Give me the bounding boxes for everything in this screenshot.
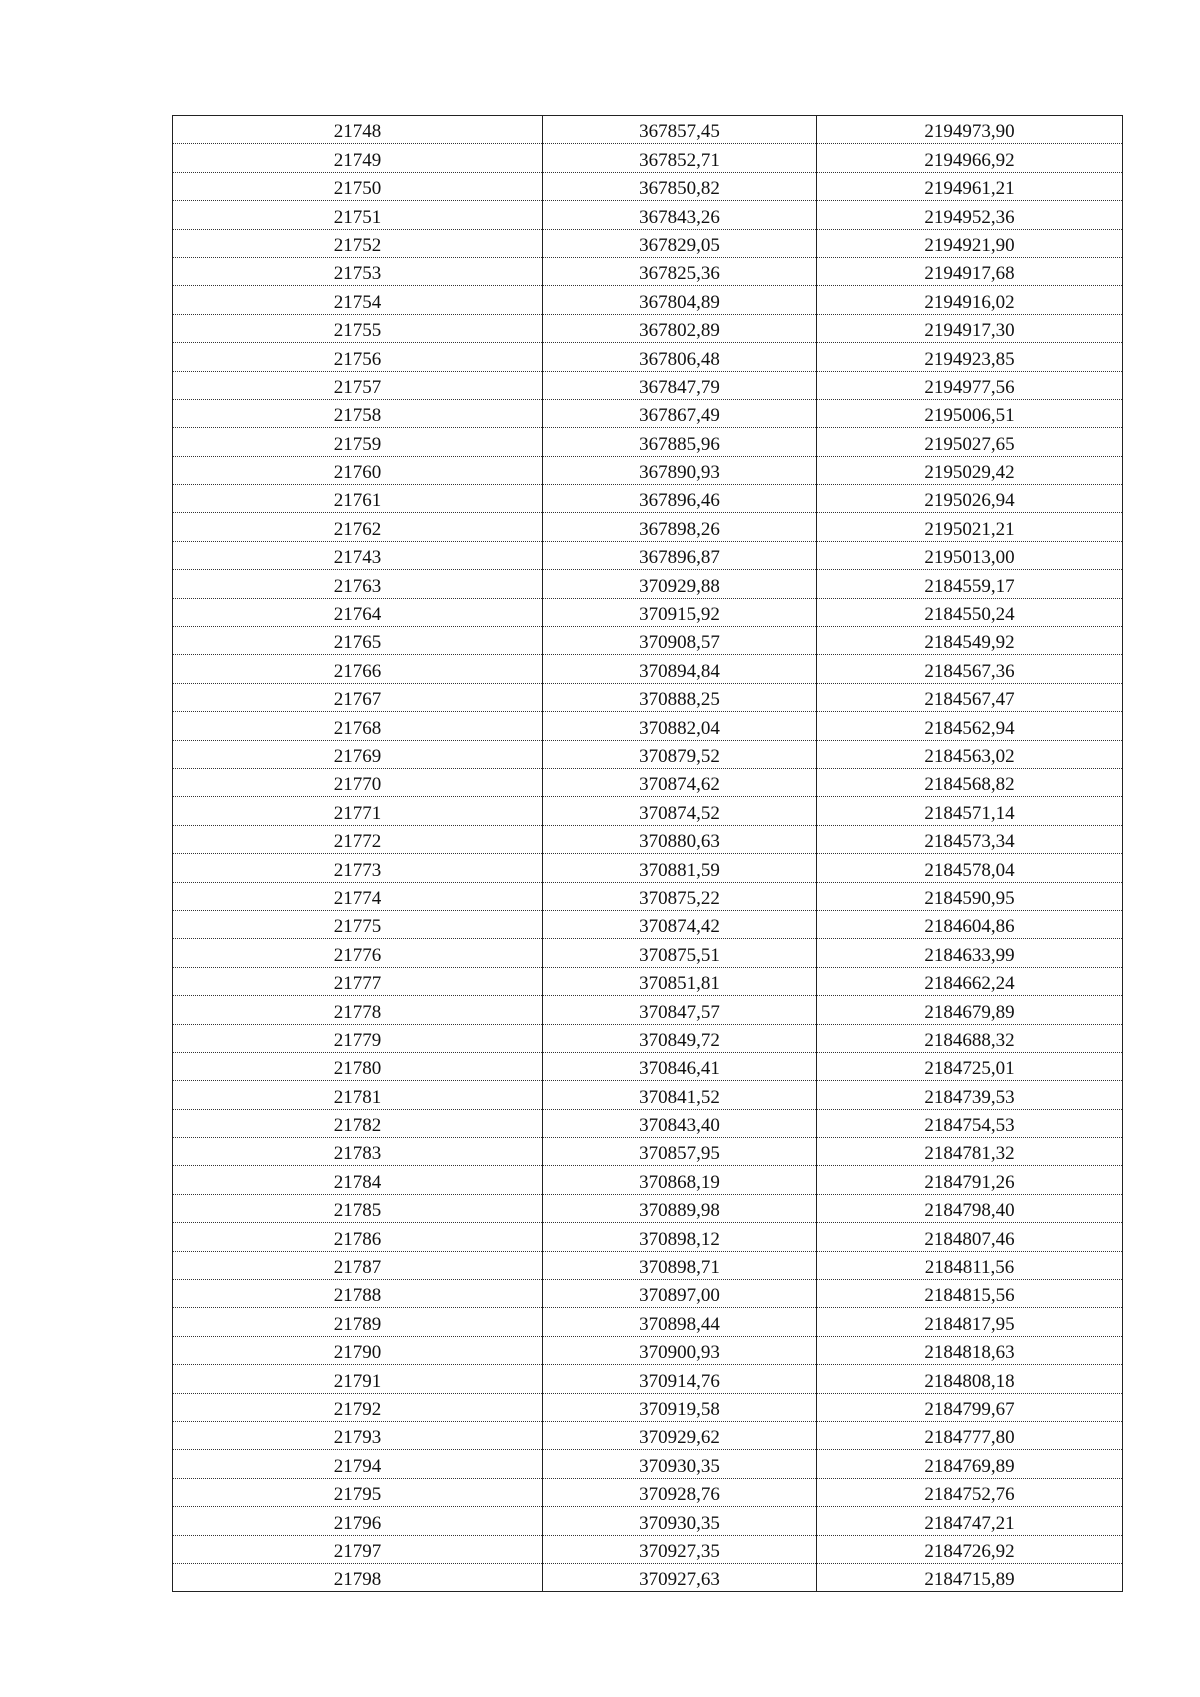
- table-row: [173, 740, 1123, 768]
- y-coordinate-cell: 2184769,89: [817, 1450, 1123, 1478]
- point-number-cell: 21762: [173, 513, 543, 541]
- point-number-cell: 21758: [173, 399, 543, 427]
- point-number-cell: 21786: [173, 1223, 543, 1251]
- x-coordinate-cell: 370874,42: [543, 910, 817, 938]
- point-number-cell: 21778: [173, 996, 543, 1024]
- point-number-cell: 21779: [173, 1024, 543, 1052]
- point-number-cell: 21754: [173, 286, 543, 314]
- table-row: [173, 116, 1123, 144]
- y-coordinate-cell: 2184791,26: [817, 1166, 1123, 1194]
- table-row: [173, 1535, 1123, 1563]
- x-coordinate-cell: 367802,89: [543, 314, 817, 342]
- point-number-cell: 21794: [173, 1450, 543, 1478]
- y-coordinate-cell: 2184752,76: [817, 1478, 1123, 1506]
- point-number-cell: 21791: [173, 1365, 543, 1393]
- x-coordinate-cell: 370898,71: [543, 1251, 817, 1279]
- table-row: [173, 996, 1123, 1024]
- point-number-cell: 21764: [173, 598, 543, 626]
- table-row: [173, 1421, 1123, 1449]
- table-row: [173, 825, 1123, 853]
- x-coordinate-cell: 367843,26: [543, 201, 817, 229]
- table-row: [173, 144, 1123, 172]
- point-number-cell: 21763: [173, 570, 543, 598]
- x-coordinate-cell: 370847,57: [543, 996, 817, 1024]
- y-coordinate-cell: 2184567,47: [817, 683, 1123, 711]
- point-number-cell: 21759: [173, 428, 543, 456]
- x-coordinate-cell: 370894,84: [543, 655, 817, 683]
- y-coordinate-cell: 2194917,30: [817, 314, 1123, 342]
- x-coordinate-cell: 367885,96: [543, 428, 817, 456]
- table-row: [173, 655, 1123, 683]
- y-coordinate-cell: 2184559,17: [817, 570, 1123, 598]
- x-coordinate-cell: 370841,52: [543, 1081, 817, 1109]
- table-row: [173, 768, 1123, 796]
- point-number-cell: 21775: [173, 910, 543, 938]
- table-row: [173, 1194, 1123, 1222]
- x-coordinate-cell: 370919,58: [543, 1393, 817, 1421]
- point-number-cell: 21769: [173, 740, 543, 768]
- y-coordinate-cell: 2194916,02: [817, 286, 1123, 314]
- table-row: [173, 1024, 1123, 1052]
- point-number-cell: 21772: [173, 825, 543, 853]
- y-coordinate-cell: 2184807,46: [817, 1223, 1123, 1251]
- y-coordinate-cell: 2184817,95: [817, 1308, 1123, 1336]
- y-coordinate-cell: 2184811,56: [817, 1251, 1123, 1279]
- x-coordinate-cell: 367847,79: [543, 371, 817, 399]
- x-coordinate-cell: 367857,45: [543, 116, 817, 144]
- table-row: [173, 456, 1123, 484]
- table-row: [173, 570, 1123, 598]
- point-number-cell: 21774: [173, 882, 543, 910]
- point-number-cell: 21755: [173, 314, 543, 342]
- y-coordinate-cell: 2184571,14: [817, 797, 1123, 825]
- y-coordinate-cell: 2194917,68: [817, 257, 1123, 285]
- x-coordinate-cell: 370927,35: [543, 1535, 817, 1563]
- point-number-cell: 21751: [173, 201, 543, 229]
- x-coordinate-cell: 370857,95: [543, 1138, 817, 1166]
- table-row: [173, 939, 1123, 967]
- y-coordinate-cell: 2195029,42: [817, 456, 1123, 484]
- y-coordinate-cell: 2184726,92: [817, 1535, 1123, 1563]
- table-row: [173, 712, 1123, 740]
- x-coordinate-cell: 370908,57: [543, 627, 817, 655]
- table-row: [173, 485, 1123, 513]
- y-coordinate-cell: 2184815,56: [817, 1280, 1123, 1308]
- x-coordinate-cell: 367898,26: [543, 513, 817, 541]
- table-row: [173, 967, 1123, 995]
- table-row: [173, 343, 1123, 371]
- point-number-cell: 21776: [173, 939, 543, 967]
- y-coordinate-cell: 2184754,53: [817, 1109, 1123, 1137]
- y-coordinate-cell: 2194966,92: [817, 144, 1123, 172]
- point-number-cell: 21750: [173, 172, 543, 200]
- point-number-cell: 21760: [173, 456, 543, 484]
- table-row: [173, 1336, 1123, 1364]
- y-coordinate-cell: 2184563,02: [817, 740, 1123, 768]
- table-row: [173, 882, 1123, 910]
- point-number-cell: 21753: [173, 257, 543, 285]
- y-coordinate-cell: 2194921,90: [817, 229, 1123, 257]
- point-number-cell: 21749: [173, 144, 543, 172]
- x-coordinate-cell: 367896,87: [543, 541, 817, 569]
- point-number-cell: 21748: [173, 116, 543, 144]
- y-coordinate-cell: 2184549,92: [817, 627, 1123, 655]
- point-number-cell: 21743: [173, 541, 543, 569]
- x-coordinate-cell: 367850,82: [543, 172, 817, 200]
- point-number-cell: 21784: [173, 1166, 543, 1194]
- y-coordinate-cell: 2195021,21: [817, 513, 1123, 541]
- y-coordinate-cell: 2194952,36: [817, 201, 1123, 229]
- y-coordinate-cell: 2184590,95: [817, 882, 1123, 910]
- table-row: [173, 627, 1123, 655]
- table-row: [173, 1393, 1123, 1421]
- y-coordinate-cell: 2184725,01: [817, 1052, 1123, 1080]
- x-coordinate-cell: 367829,05: [543, 229, 817, 257]
- x-coordinate-cell: 367804,89: [543, 286, 817, 314]
- y-coordinate-cell: 2195026,94: [817, 485, 1123, 513]
- y-coordinate-cell: 2184604,86: [817, 910, 1123, 938]
- x-coordinate-cell: 370889,98: [543, 1194, 817, 1222]
- x-coordinate-cell: 370927,63: [543, 1563, 817, 1591]
- table-row: [173, 1166, 1123, 1194]
- table-row: [173, 513, 1123, 541]
- coordinates-table: [172, 115, 1123, 1592]
- x-coordinate-cell: 370875,51: [543, 939, 817, 967]
- table-row: [173, 286, 1123, 314]
- table-row: [173, 683, 1123, 711]
- point-number-cell: 21797: [173, 1535, 543, 1563]
- y-coordinate-cell: 2184568,82: [817, 768, 1123, 796]
- x-coordinate-cell: 370851,81: [543, 967, 817, 995]
- table-row: [173, 1507, 1123, 1535]
- point-number-cell: 21756: [173, 343, 543, 371]
- point-number-cell: 21773: [173, 854, 543, 882]
- y-coordinate-cell: 2184578,04: [817, 854, 1123, 882]
- x-coordinate-cell: 370846,41: [543, 1052, 817, 1080]
- point-number-cell: 21765: [173, 627, 543, 655]
- point-number-cell: 21770: [173, 768, 543, 796]
- x-coordinate-cell: 370900,93: [543, 1336, 817, 1364]
- table-row: [173, 1223, 1123, 1251]
- point-number-cell: 21780: [173, 1052, 543, 1080]
- point-number-cell: 21798: [173, 1563, 543, 1591]
- table-row: [173, 910, 1123, 938]
- y-coordinate-cell: 2184798,40: [817, 1194, 1123, 1222]
- table-row: [173, 1450, 1123, 1478]
- point-number-cell: 21757: [173, 371, 543, 399]
- table-row: [173, 371, 1123, 399]
- y-coordinate-cell: 2184818,63: [817, 1336, 1123, 1364]
- x-coordinate-cell: 367896,46: [543, 485, 817, 513]
- table-row: [173, 229, 1123, 257]
- table-row: [173, 257, 1123, 285]
- point-number-cell: 21785: [173, 1194, 543, 1222]
- x-coordinate-cell: 370868,19: [543, 1166, 817, 1194]
- table-row: [173, 1251, 1123, 1279]
- table-row: [173, 1109, 1123, 1137]
- x-coordinate-cell: 367867,49: [543, 399, 817, 427]
- table-row: [173, 1081, 1123, 1109]
- x-coordinate-cell: 370929,62: [543, 1421, 817, 1449]
- y-coordinate-cell: 2184573,34: [817, 825, 1123, 853]
- y-coordinate-cell: 2194923,85: [817, 343, 1123, 371]
- x-coordinate-cell: 370880,63: [543, 825, 817, 853]
- x-coordinate-cell: 370874,62: [543, 768, 817, 796]
- table-row: [173, 797, 1123, 825]
- point-number-cell: 21782: [173, 1109, 543, 1137]
- point-number-cell: 21761: [173, 485, 543, 513]
- x-coordinate-cell: 367890,93: [543, 456, 817, 484]
- x-coordinate-cell: 370915,92: [543, 598, 817, 626]
- point-number-cell: 21795: [173, 1478, 543, 1506]
- x-coordinate-cell: 370914,76: [543, 1365, 817, 1393]
- point-number-cell: 21789: [173, 1308, 543, 1336]
- y-coordinate-cell: 2195006,51: [817, 399, 1123, 427]
- table-row: [173, 598, 1123, 626]
- point-number-cell: 21752: [173, 229, 543, 257]
- y-coordinate-cell: 2184781,32: [817, 1138, 1123, 1166]
- x-coordinate-cell: 370843,40: [543, 1109, 817, 1137]
- table-row: [173, 399, 1123, 427]
- y-coordinate-cell: 2184567,36: [817, 655, 1123, 683]
- y-coordinate-cell: 2184777,80: [817, 1421, 1123, 1449]
- x-coordinate-cell: 367806,48: [543, 343, 817, 371]
- table-row: [173, 172, 1123, 200]
- point-number-cell: 21771: [173, 797, 543, 825]
- table-row: [173, 201, 1123, 229]
- x-coordinate-cell: 370888,25: [543, 683, 817, 711]
- table-row: [173, 854, 1123, 882]
- y-coordinate-cell: 2194973,90: [817, 116, 1123, 144]
- coordinates-table-body: [173, 116, 1123, 1592]
- x-coordinate-cell: 370897,00: [543, 1280, 817, 1308]
- y-coordinate-cell: 2184562,94: [817, 712, 1123, 740]
- y-coordinate-cell: 2184688,32: [817, 1024, 1123, 1052]
- point-number-cell: 21793: [173, 1421, 543, 1449]
- y-coordinate-cell: 2184747,21: [817, 1507, 1123, 1535]
- x-coordinate-cell: 370898,44: [543, 1308, 817, 1336]
- x-coordinate-cell: 367825,36: [543, 257, 817, 285]
- table-row: [173, 1365, 1123, 1393]
- y-coordinate-cell: 2194977,56: [817, 371, 1123, 399]
- point-number-cell: 21792: [173, 1393, 543, 1421]
- point-number-cell: 21768: [173, 712, 543, 740]
- x-coordinate-cell: 370929,88: [543, 570, 817, 598]
- x-coordinate-cell: 370874,52: [543, 797, 817, 825]
- table-row: [173, 428, 1123, 456]
- y-coordinate-cell: 2195013,00: [817, 541, 1123, 569]
- x-coordinate-cell: 370875,22: [543, 882, 817, 910]
- point-number-cell: 21777: [173, 967, 543, 995]
- y-coordinate-cell: 2184662,24: [817, 967, 1123, 995]
- x-coordinate-cell: 367852,71: [543, 144, 817, 172]
- table-row: [173, 1563, 1123, 1591]
- x-coordinate-cell: 370930,35: [543, 1507, 817, 1535]
- point-number-cell: 21790: [173, 1336, 543, 1364]
- point-number-cell: 21781: [173, 1081, 543, 1109]
- table-row: [173, 314, 1123, 342]
- y-coordinate-cell: 2184550,24: [817, 598, 1123, 626]
- point-number-cell: 21766: [173, 655, 543, 683]
- x-coordinate-cell: 370930,35: [543, 1450, 817, 1478]
- y-coordinate-cell: 2184799,67: [817, 1393, 1123, 1421]
- y-coordinate-cell: 2184808,18: [817, 1365, 1123, 1393]
- table-row: [173, 1280, 1123, 1308]
- y-coordinate-cell: 2195027,65: [817, 428, 1123, 456]
- point-number-cell: 21788: [173, 1280, 543, 1308]
- y-coordinate-cell: 2184715,89: [817, 1563, 1123, 1591]
- point-number-cell: 21796: [173, 1507, 543, 1535]
- y-coordinate-cell: 2184739,53: [817, 1081, 1123, 1109]
- x-coordinate-cell: 370879,52: [543, 740, 817, 768]
- y-coordinate-cell: 2184679,89: [817, 996, 1123, 1024]
- table-row: [173, 1138, 1123, 1166]
- table-row: [173, 541, 1123, 569]
- point-number-cell: 21783: [173, 1138, 543, 1166]
- y-coordinate-cell: 2184633,99: [817, 939, 1123, 967]
- table-row: [173, 1478, 1123, 1506]
- x-coordinate-cell: 370898,12: [543, 1223, 817, 1251]
- point-number-cell: 21767: [173, 683, 543, 711]
- x-coordinate-cell: 370928,76: [543, 1478, 817, 1506]
- table-row: [173, 1308, 1123, 1336]
- x-coordinate-cell: 370881,59: [543, 854, 817, 882]
- x-coordinate-cell: 370882,04: [543, 712, 817, 740]
- table-row: [173, 1052, 1123, 1080]
- y-coordinate-cell: 2194961,21: [817, 172, 1123, 200]
- point-number-cell: 21787: [173, 1251, 543, 1279]
- x-coordinate-cell: 370849,72: [543, 1024, 817, 1052]
